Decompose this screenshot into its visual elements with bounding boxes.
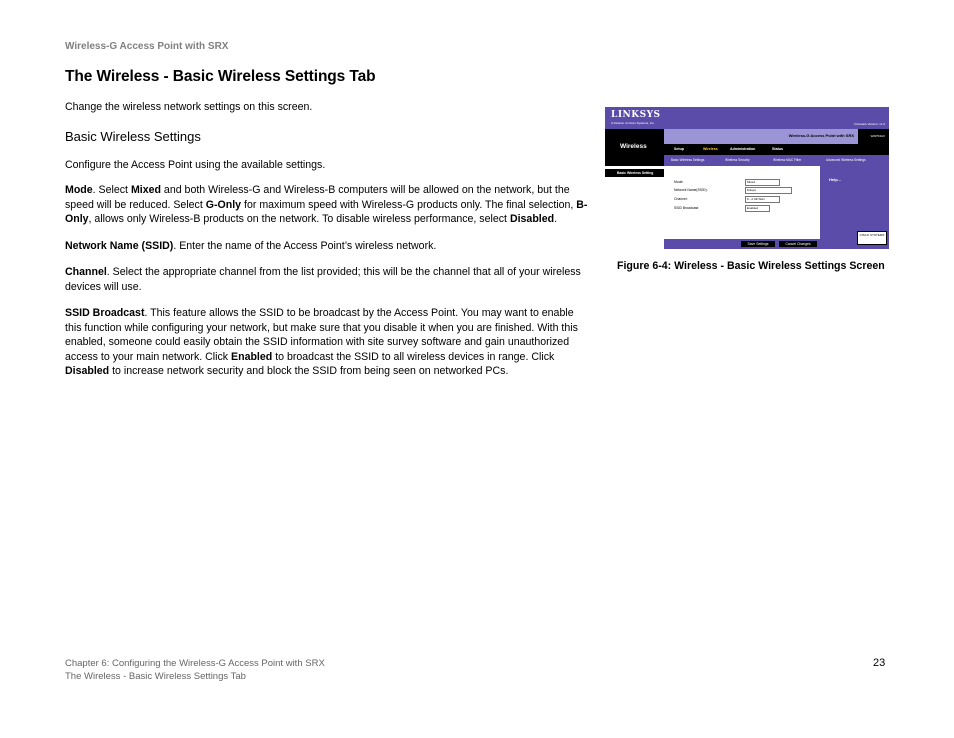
- section-title: The Wireless - Basic Wireless Settings Tab: [65, 68, 376, 85]
- ssid-field-label: Network Name(SSID):: [674, 188, 708, 192]
- firmware-version: Firmware Version: v1.0: [854, 122, 885, 126]
- subtab-advanced-wireless[interactable]: Advanced Wireless Settings: [826, 158, 866, 162]
- settings-form: [664, 166, 818, 239]
- mode-text-2: and both Wireless-G and Wireless-B computers will be allowed on the network, but the speed will be reduced. Select: [65, 184, 570, 211]
- mode-field-label: Mode:: [674, 180, 684, 184]
- broadcast-text-2: to broadcast the SSID to all wireless devices in range. Click: [272, 350, 555, 363]
- ssid-label: Network Name (SSID): [65, 240, 174, 252]
- mode-label: Mode: [65, 184, 93, 196]
- page-number: 23: [873, 657, 886, 669]
- model-number: WAP54GX: [870, 134, 885, 138]
- tab-wireless[interactable]: Wireless: [703, 147, 718, 151]
- footer-chapter: Chapter 6: Configuring the Wireless-G Access Point with SRX: [65, 658, 325, 669]
- subtab-basic-wireless[interactable]: Basic Wireless Settings: [671, 158, 705, 162]
- broadcast-text-3: to increase network security and block the SSID from being seen on networked PCs.: [109, 365, 509, 378]
- ssid-input[interactable]: linksys: [745, 187, 792, 194]
- broadcast-label: SSID Broadcast: [65, 307, 145, 319]
- mode-gonly: G-Only: [205, 198, 242, 211]
- mode-text-4: , allows only Wireless-B products on the network. To disable wireless performance, select: [88, 213, 510, 226]
- configure-text: Configure the Access Point using the available settings.: [65, 159, 326, 171]
- broadcast-enabled: Enabled: [231, 350, 273, 363]
- screen-section-label: Wireless: [620, 143, 647, 150]
- mode-bonly: B-Only: [65, 198, 588, 226]
- screen-left-panel: [605, 166, 665, 249]
- mode-select[interactable]: Mixed: [745, 179, 780, 186]
- tab-setup[interactable]: Setup: [674, 147, 684, 151]
- footer: [65, 657, 325, 683]
- left-heading: Basic Wireless Setting: [617, 171, 654, 175]
- product-band: [664, 129, 889, 144]
- footer-section: The Wireless - Basic Wireless Settings Tab: [65, 671, 246, 682]
- tab-administration[interactable]: Administration: [730, 147, 756, 151]
- ssid-paragraph: [65, 239, 590, 254]
- help-link[interactable]: Help...: [829, 177, 842, 182]
- figure-caption: Figure 6-4: Wireless - Basic Wireless Settings Screen: [617, 260, 885, 272]
- figure-screenshot: [605, 107, 889, 249]
- channel-paragraph: [65, 265, 590, 294]
- product-name: Wireless-G Access Point with SRX: [788, 133, 854, 138]
- subheading: Basic Wireless Settings: [65, 129, 201, 144]
- broadcast-paragraph: [65, 306, 590, 379]
- mode-text-3: for maximum speed with Wireless-G products only. The final selection,: [241, 198, 577, 211]
- channel-select[interactable]: 6 - 2.437GHz: [745, 196, 780, 203]
- mode-text-5: .: [554, 213, 558, 226]
- channel-label: Channel: [65, 266, 107, 278]
- ssid-text: . Enter the name of the Access Point’s wireless network.: [173, 240, 437, 252]
- tab-status[interactable]: Status: [772, 147, 783, 151]
- mode-mixed: Mixed: [130, 184, 161, 196]
- subtab-mac-filter[interactable]: Wireless MAC Filter: [773, 158, 802, 162]
- broadcast-field-label: SSID Broadcast:: [674, 206, 700, 210]
- channel-text: . Select the appropriate channel from the list provided; this will be the channel that all of your wireless devices will use.: [65, 266, 581, 293]
- linksys-logo: LINKSYS: [611, 110, 661, 120]
- mode-text-1: . Select: [92, 184, 131, 196]
- running-header: Wireless-G Access Point with SRX: [65, 41, 229, 52]
- save-settings-button[interactable]: Save Settings: [741, 241, 775, 247]
- channel-field-label: Channel:: [674, 197, 688, 201]
- mode-disabled: Disabled: [509, 213, 555, 226]
- broadcast-disabled: Disabled: [65, 365, 110, 378]
- broadcast-select[interactable]: Enabled: [745, 205, 770, 212]
- mode-paragraph: [65, 183, 590, 227]
- intro-text: Change the wireless network settings on this screen.: [65, 101, 313, 113]
- broadcast-text-1: . This feature allows the SSID to be broadcast by the Access Point. You may want to enable this function while configuring your network, but make sure that you disable it when you are finished. With this enabled, someone could easily obtain the SSID information with site survey software and gain unauthorized access to your main network. Click: [65, 307, 578, 363]
- subtab-wireless-security[interactable]: Wireless Security: [725, 158, 750, 162]
- cisco-logo: CISCO SYSTEMS: [857, 231, 887, 245]
- cancel-changes-button[interactable]: Cancel Changes: [779, 241, 817, 247]
- linksys-logo-subtitle: A Division of Cisco Systems, Inc.: [611, 121, 655, 125]
